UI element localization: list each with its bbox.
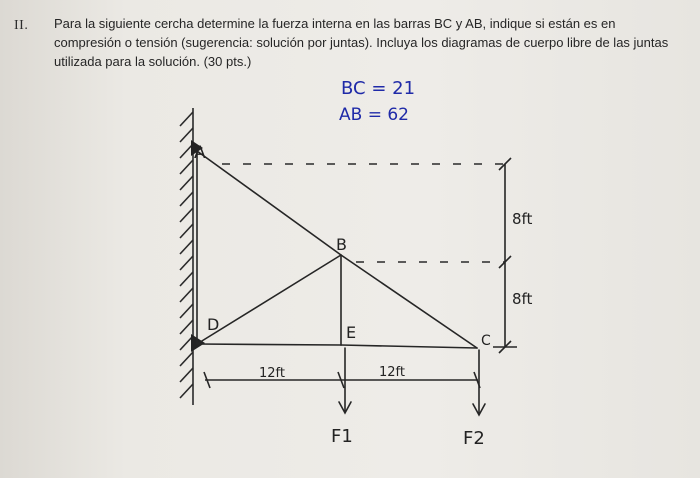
dimension-label-left: 12ft [259, 366, 285, 381]
load-label-f2: F2 [463, 428, 485, 449]
vertical-dimension [493, 158, 517, 353]
member-ab [197, 151, 341, 255]
problem-statement: Para la siguiente cercha determine la fuerza interna en las barras BC y AB, indique si están es en compresión o tensión (sugerencia: solución por juntas). Incluya los diagramas de cuerpo libre de las juntas utilizada para la solución. (30 pts.) [54, 16, 669, 69]
node-label-b: B [336, 235, 347, 254]
dimension-label-upper: 8ft [512, 210, 533, 228]
answer-bc: BC = 21 [341, 78, 416, 99]
horizontal-dimension [204, 372, 480, 388]
load-arrows [339, 348, 485, 415]
node-label-e: E [346, 323, 357, 342]
node-label-c: C [481, 333, 491, 349]
node-label-d: D [207, 315, 220, 334]
member-de [197, 344, 341, 345]
member-bc [341, 255, 477, 348]
answer-ab: AB = 62 [339, 105, 409, 125]
dimension-label-lower: 8ft [512, 290, 533, 308]
dimension-label-right: 12ft [379, 365, 405, 380]
reference-lines [222, 164, 505, 262]
load-label-f1: F1 [331, 426, 353, 447]
member-ec [341, 345, 477, 348]
node-label-a: A [194, 143, 206, 163]
problem-number: II. [14, 18, 29, 33]
